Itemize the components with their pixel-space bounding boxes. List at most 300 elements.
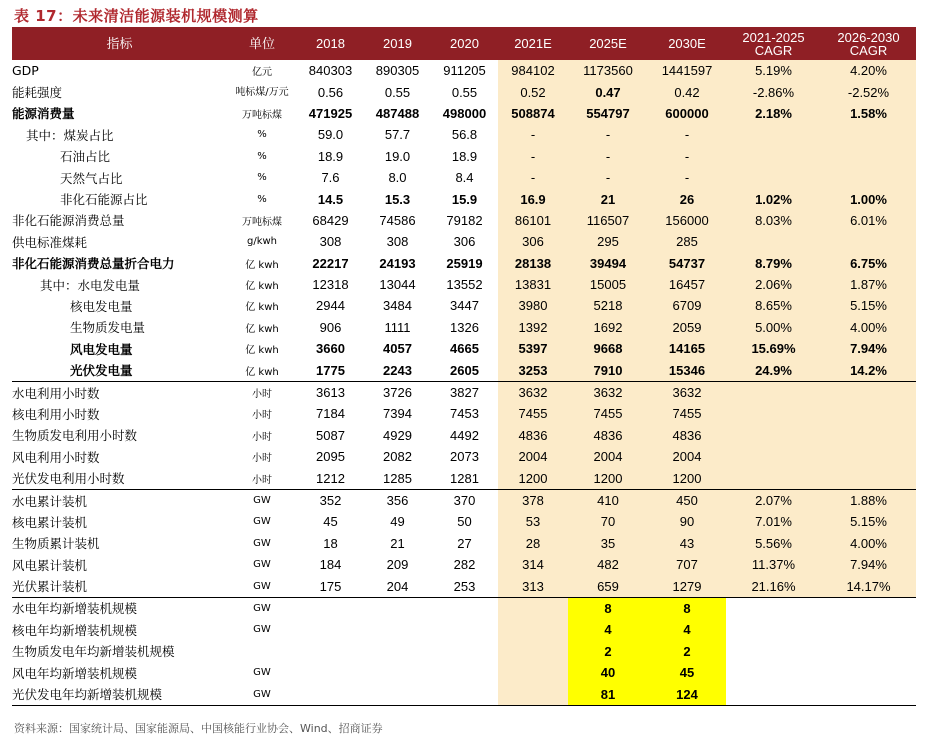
row-label: 核电利用小时数 [12, 406, 100, 422]
row-value: 906 [319, 319, 342, 335]
table-row [12, 662, 916, 683]
row-value: -2.86% [726, 81, 821, 102]
row-value: 19.0 [384, 148, 411, 164]
row-value: 1200 [498, 467, 568, 489]
row-value: 482 [568, 554, 648, 575]
row-value: 5218 [568, 295, 648, 316]
table-row [12, 81, 916, 102]
row-value: 2059 [648, 317, 726, 338]
row-value: 5397 [498, 338, 568, 359]
row-value: 7394 [383, 406, 412, 422]
row-value [297, 641, 364, 662]
row-value: 4836 [498, 425, 568, 446]
row-value: 27 [457, 535, 472, 551]
row-value: 8.79% [726, 253, 821, 274]
row-value [726, 403, 821, 424]
row-value: 4836 [568, 425, 648, 446]
row-label: 水电利用小时数 [12, 381, 227, 403]
row-value: - [498, 124, 568, 145]
row-value: 14.5 [317, 191, 344, 207]
row-label: 光伏累计装机 [12, 579, 88, 595]
row-value: 1212 [316, 470, 345, 486]
table-row [12, 167, 916, 188]
row-value: 3827 [431, 381, 498, 403]
row-value [431, 662, 498, 683]
row-unit: 亿 kwh [245, 259, 279, 271]
row-value: 6.01% [821, 210, 916, 231]
header-2030e: 2030E [648, 27, 726, 60]
row-value: 22217 [312, 255, 349, 271]
row-value: 0.42 [648, 81, 726, 102]
row-value: 2095 [316, 449, 345, 465]
row-value [498, 597, 568, 619]
row-label: 天然气占比 [60, 170, 123, 186]
row-value: 508874 [498, 103, 568, 124]
row-value: 2944 [316, 298, 345, 314]
row-value [297, 619, 364, 640]
row-value: 3447 [450, 298, 479, 314]
row-value: 352 [297, 489, 364, 511]
row-value: 1.02% [726, 188, 821, 209]
row-value: 13552 [446, 277, 483, 293]
row-unit: % [257, 193, 267, 205]
row-unit: g/kwh [246, 236, 278, 248]
row-value: 7.6 [321, 170, 340, 186]
row-unit: 亿 kwh [245, 281, 279, 293]
row-value: 7.01% [726, 511, 821, 532]
row-unit: 小时 [252, 453, 272, 465]
row-label: 供电标准煤耗 [12, 234, 88, 250]
table-title: 表 17：未来清洁能源装机规模测算 [14, 7, 259, 25]
row-value: 53 [498, 511, 568, 532]
row-value: 554797 [568, 103, 648, 124]
row-unit: 小时 [252, 474, 272, 486]
row-value [726, 231, 821, 252]
row-label: 风电年均新增装机规模 [12, 665, 138, 681]
row-value: 8.65% [726, 295, 821, 316]
row-value: 5.15% [821, 511, 916, 532]
row-value: 4836 [648, 425, 726, 446]
row-value: 13831 [498, 274, 568, 295]
row-value: 253 [453, 578, 476, 594]
row-value: 3726 [364, 381, 431, 403]
row-value: 1326 [450, 319, 479, 335]
row-value: 7455 [498, 403, 568, 424]
row-value: 840303 [308, 63, 353, 79]
row-unit: 亿元 [252, 67, 272, 79]
row-value: 1692 [568, 317, 648, 338]
table-row [12, 60, 916, 81]
row-value: 11.37% [726, 554, 821, 575]
row-value [821, 467, 916, 489]
row-value: - [648, 124, 726, 145]
row-unit: 小时 [252, 410, 272, 422]
row-value: 4 [648, 619, 726, 640]
row-value: 68429 [312, 212, 349, 228]
row-value: 25919 [446, 255, 483, 271]
row-value: 5.56% [726, 533, 821, 554]
row-value [726, 467, 821, 489]
row-value: 4.20% [821, 60, 916, 81]
row-value: 204 [386, 578, 409, 594]
table-row [12, 338, 916, 359]
row-value: 0.55 [451, 84, 478, 100]
row-value: 1285 [383, 470, 412, 486]
row-value: 49 [390, 514, 405, 530]
row-value: 3484 [383, 298, 412, 314]
row-value: - [568, 167, 648, 188]
row-label: 风电发电量 [70, 341, 133, 357]
row-value [431, 641, 498, 662]
row-value: 24193 [379, 255, 416, 271]
row-value: 471925 [308, 105, 353, 121]
header-2021e: 2021E [498, 27, 568, 60]
row-value: 2 [568, 641, 648, 662]
row-value: 8 [568, 597, 648, 619]
row-value: 2004 [568, 446, 648, 467]
row-value: 5087 [316, 427, 345, 443]
row-value: 56.8 [451, 127, 478, 143]
row-unit: 吨标煤/万元 [235, 86, 289, 98]
row-value: 4057 [383, 341, 412, 357]
row-unit: 亿 kwh [245, 345, 279, 357]
row-value: 308 [319, 234, 342, 250]
row-unit: 亿 kwh [245, 302, 279, 314]
row-value [431, 597, 498, 619]
header-cagr-2021-2025: 2021-2025 CAGR [726, 27, 821, 60]
row-value: 1.87% [821, 274, 916, 295]
row-value [498, 619, 568, 640]
row-value: 1392 [498, 317, 568, 338]
row-value: 8 [648, 597, 726, 619]
row-value: 57.7 [384, 127, 411, 143]
table-row [12, 231, 916, 252]
row-value: 21 [568, 188, 648, 209]
header-indicator: 指标 [12, 27, 227, 60]
header-2025e: 2025E [568, 27, 648, 60]
row-value: - [568, 124, 648, 145]
header-2019: 2019 [364, 27, 431, 60]
row-label: 其中：水电发电量 [40, 277, 141, 293]
row-value [821, 124, 916, 145]
row-value [297, 662, 364, 683]
row-value: 15.69% [726, 338, 821, 359]
row-value: 35 [568, 533, 648, 554]
row-value: 306 [498, 231, 568, 252]
row-value: 1.58% [821, 103, 916, 124]
row-value: 600000 [648, 103, 726, 124]
row-label: 生物质累计装机 [12, 536, 100, 552]
row-value [364, 619, 431, 640]
row-value [297, 683, 364, 705]
row-value: 1200 [568, 467, 648, 489]
row-value: - [498, 167, 568, 188]
row-value: 14165 [648, 338, 726, 359]
row-value: 124 [648, 683, 726, 705]
row-label: 光伏发电利用小时数 [12, 471, 125, 487]
row-label: 核电年均新增装机规模 [12, 622, 138, 638]
row-value: 2.06% [726, 274, 821, 295]
row-value: 54737 [648, 253, 726, 274]
row-value: 0.47 [568, 81, 648, 102]
row-value: 498000 [442, 105, 487, 121]
row-value: 370 [431, 489, 498, 511]
row-value: 15346 [648, 359, 726, 381]
row-value: 1281 [450, 470, 479, 486]
row-value [297, 597, 364, 619]
row-value: 8.0 [388, 170, 407, 186]
table-row [12, 597, 916, 619]
row-value: 74586 [379, 212, 416, 228]
row-value: 7455 [568, 403, 648, 424]
header-unit: 单位 [227, 27, 297, 60]
table-row [12, 641, 916, 662]
row-value: 14.17% [821, 575, 916, 597]
table-row [12, 446, 916, 467]
table-row [12, 381, 916, 403]
row-value: 1775 [316, 362, 345, 378]
row-label: GDP [12, 63, 39, 79]
row-label: 水电累计装机 [12, 489, 227, 511]
row-value: 378 [498, 489, 568, 511]
row-value: 3632 [498, 381, 568, 403]
row-value [431, 683, 498, 705]
row-unit: % [257, 150, 267, 162]
row-value: 7184 [316, 406, 345, 422]
row-unit: GW [253, 559, 271, 571]
row-unit: GW [227, 683, 297, 705]
row-value: 487488 [375, 105, 420, 121]
row-label: 核电发电量 [70, 298, 133, 314]
table-row [12, 575, 916, 597]
row-value [498, 662, 568, 683]
row-value: 2.07% [726, 489, 821, 511]
table-row [12, 533, 916, 554]
row-value: 70 [568, 511, 648, 532]
row-label: 生物质发电年均新增装机规模 [12, 644, 175, 660]
row-label: 非化石能源占比 [60, 192, 148, 208]
row-unit: GW [253, 624, 271, 636]
row-value [726, 641, 821, 662]
row-value [498, 641, 568, 662]
row-value: 45 [648, 662, 726, 683]
row-value [726, 167, 821, 188]
row-value: 306 [453, 234, 476, 250]
row-value: 3632 [648, 381, 726, 403]
row-value: 707 [648, 554, 726, 575]
row-label: 其中：煤炭占比 [26, 127, 114, 143]
row-label: 光伏发电量 [70, 363, 133, 379]
row-value [726, 425, 821, 446]
row-value: 2073 [450, 449, 479, 465]
row-value [821, 231, 916, 252]
row-value: 450 [648, 489, 726, 511]
table-row [12, 124, 916, 145]
row-value [364, 641, 431, 662]
row-value [821, 167, 916, 188]
row-value: 308 [386, 234, 409, 250]
row-label: 生物质发电量 [70, 320, 146, 336]
row-unit: GW [253, 667, 271, 679]
row-value: 3980 [498, 295, 568, 316]
row-label: 核电累计装机 [12, 514, 88, 530]
row-value: 59.0 [317, 127, 344, 143]
table-row [12, 511, 916, 532]
row-value: 43 [648, 533, 726, 554]
row-unit: 小时 [227, 381, 297, 403]
row-value: 1.00% [821, 188, 916, 209]
row-value [364, 597, 431, 619]
row-value: 295 [568, 231, 648, 252]
row-value: 116507 [568, 210, 648, 231]
row-value: 15.9 [451, 191, 478, 207]
row-value: 8.4 [455, 170, 474, 186]
row-value: 40 [568, 662, 648, 683]
row-label: 石油占比 [60, 149, 111, 165]
row-value: 28138 [498, 253, 568, 274]
row-value [726, 446, 821, 467]
row-value: 175 [319, 578, 342, 594]
row-value: 3632 [568, 381, 648, 403]
table-row [12, 683, 916, 705]
row-value: 7453 [450, 406, 479, 422]
row-value: 0.55 [384, 84, 411, 100]
row-value: 15.3 [384, 191, 411, 207]
row-value: 209 [386, 557, 409, 573]
row-value: 39494 [568, 253, 648, 274]
row-value: 1.88% [821, 489, 916, 511]
table-row [12, 489, 916, 511]
row-value: 911205 [443, 63, 486, 79]
row-value [821, 597, 916, 619]
row-value: 1200 [648, 467, 726, 489]
row-label: 生物质发电利用小时数 [12, 428, 138, 444]
row-value: 356 [364, 489, 431, 511]
row-value: 285 [648, 231, 726, 252]
row-value: 313 [498, 575, 568, 597]
row-value: 0.52 [498, 81, 568, 102]
row-value [726, 662, 821, 683]
row-value [364, 683, 431, 705]
header-2018: 2018 [297, 27, 364, 60]
row-value [726, 381, 821, 403]
row-value: 18 [323, 535, 338, 551]
row-label: 水电年均新增装机规模 [12, 597, 227, 619]
row-value: 9668 [568, 338, 648, 359]
row-unit: GW [253, 580, 271, 592]
row-value: 1111 [384, 319, 411, 335]
row-value: 24.9% [726, 359, 821, 381]
table-row [12, 554, 916, 575]
row-value: - [568, 146, 648, 167]
row-value: 12318 [312, 277, 349, 293]
row-value: 2243 [383, 362, 412, 378]
row-value: - [498, 146, 568, 167]
row-value: 4 [568, 619, 648, 640]
row-value: 79182 [446, 212, 483, 228]
row-value [821, 403, 916, 424]
row-value: 4.00% [821, 533, 916, 554]
table-row [12, 210, 916, 231]
row-unit: GW [253, 537, 271, 549]
row-value [726, 619, 821, 640]
row-value [726, 683, 821, 705]
row-value: 4492 [450, 427, 479, 443]
row-value: 1279 [648, 575, 726, 597]
row-value: 314 [498, 554, 568, 575]
table-row [12, 188, 916, 209]
row-value: 1173560 [568, 60, 648, 81]
table-row [12, 274, 916, 295]
row-value: 5.15% [821, 295, 916, 316]
table-row [12, 619, 916, 640]
row-value [821, 683, 916, 705]
row-value: 21.16% [726, 575, 821, 597]
source-note: 资料来源：国家统计局、国家能源局、中国核能行业协会、Wind、招商证券 [14, 722, 383, 735]
header-row [12, 27, 916, 60]
row-unit: 小时 [252, 431, 272, 443]
row-value [821, 662, 916, 683]
header-cagr-2026-2030: 2026-2030 CAGR [821, 27, 916, 60]
row-value: 7910 [568, 359, 648, 381]
row-value: 28 [498, 533, 568, 554]
row-value: 2004 [648, 446, 726, 467]
row-value: 5.00% [726, 317, 821, 338]
row-value: 0.56 [317, 84, 344, 100]
row-value: 13044 [379, 277, 416, 293]
table-row [12, 425, 916, 446]
row-value: 4.00% [821, 317, 916, 338]
row-value: 16.9 [498, 188, 568, 209]
row-value: 15005 [568, 274, 648, 295]
table-row [12, 103, 916, 124]
row-value: 282 [453, 557, 476, 573]
row-value: - [648, 146, 726, 167]
row-unit: % [257, 172, 267, 184]
row-value [821, 381, 916, 403]
table-row [12, 467, 916, 489]
row-value: 90 [648, 511, 726, 532]
row-value: 2605 [450, 362, 479, 378]
row-value: 26 [648, 188, 726, 209]
row-value: 45 [323, 514, 338, 530]
row-value: 984102 [498, 60, 568, 81]
row-value: 7.94% [821, 554, 916, 575]
row-unit: % [257, 129, 267, 141]
row-value: 18.9 [317, 148, 344, 164]
row-value [726, 597, 821, 619]
row-unit [227, 641, 297, 662]
row-value: 2 [648, 641, 726, 662]
row-label: 风电利用小时数 [12, 449, 100, 465]
header-2020: 2020 [431, 27, 498, 60]
row-value: 659 [568, 575, 648, 597]
row-value [726, 124, 821, 145]
row-value: 3253 [498, 359, 568, 381]
table-row [12, 359, 916, 381]
row-value: 890305 [375, 63, 420, 79]
row-value [498, 683, 568, 705]
row-value: 14.2% [821, 359, 916, 381]
row-value: 8.03% [726, 210, 821, 231]
row-unit: 万吨标煤 [242, 109, 282, 121]
row-value [821, 146, 916, 167]
row-value [431, 619, 498, 640]
row-value: 21 [390, 535, 405, 551]
row-value: 50 [457, 514, 472, 530]
row-value: 3660 [316, 341, 345, 357]
energy-capacity-table [12, 27, 916, 706]
